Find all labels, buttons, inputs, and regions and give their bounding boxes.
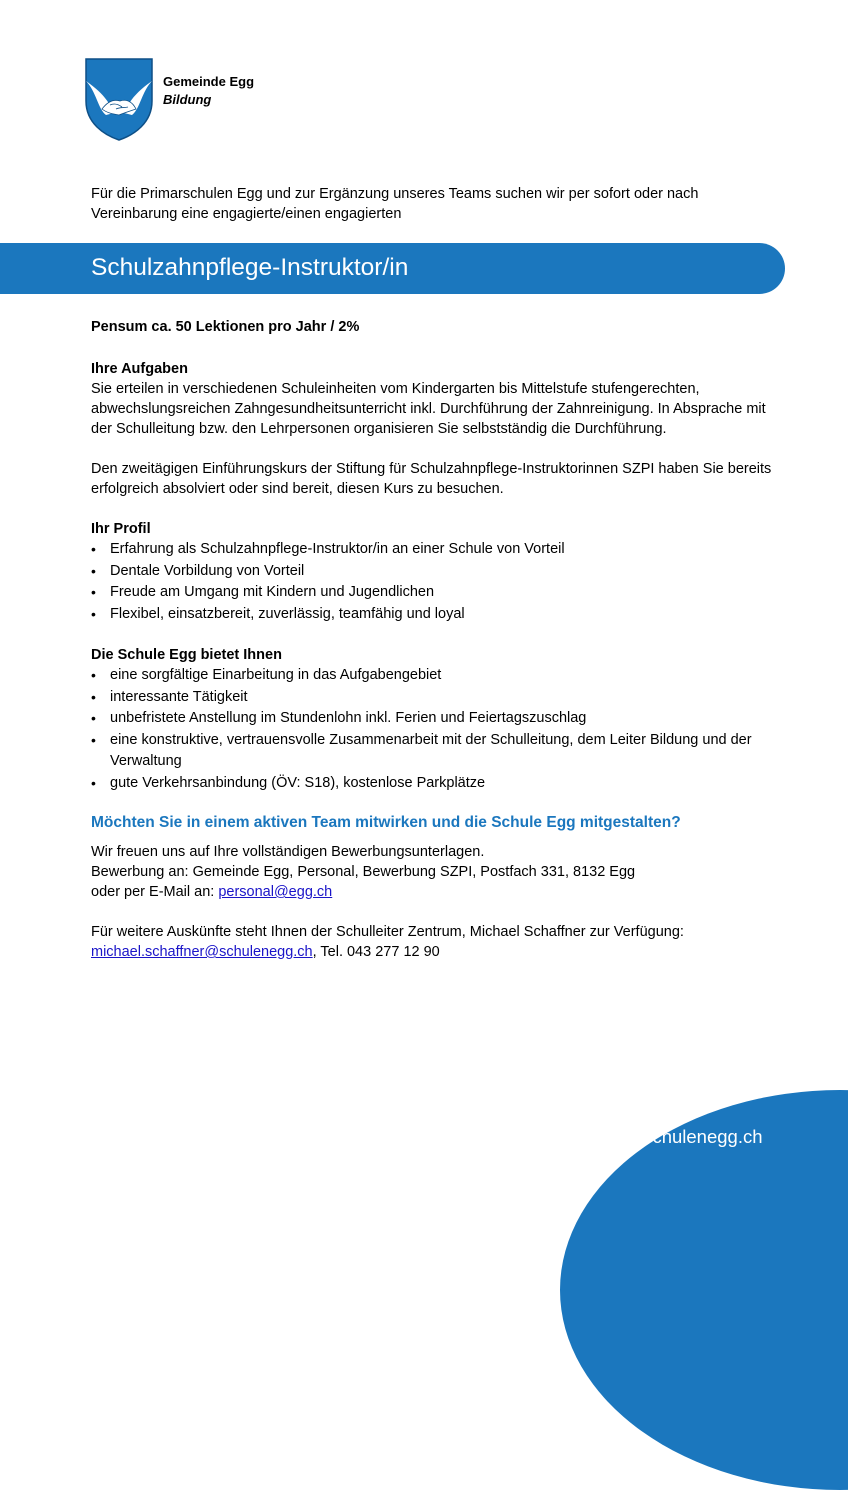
pensum-line: Pensum ca. 50 Lektionen pro Jahr / 2% bbox=[91, 319, 360, 335]
intro-text: Für die Primarschulen Egg und zur Ergänzung unseres Teams suchen wir per sofort oder nach Vereinbarung eine engagierte/einen engagierten bbox=[91, 186, 699, 222]
footer-website[interactable]: www.schulenegg.ch bbox=[599, 1126, 763, 1147]
bewerbung-line-3 bbox=[91, 882, 781, 902]
phone-number: , Tel. 043 277 12 90 bbox=[312, 944, 440, 960]
list-item: • eine konstruktive, vertrauensvolle Zusammenarbeit mit der Schulleitung, dem Leiter Bildung und der Verwaltung bbox=[91, 730, 781, 773]
coat-of-arms-handshake-icon bbox=[84, 57, 154, 141]
schulleiter-email-link[interactable]: michael.schaffner@schulenegg.ch bbox=[91, 944, 313, 960]
footer-arc bbox=[560, 1090, 848, 1490]
department-name: Bildung bbox=[163, 92, 212, 107]
angebot-list bbox=[91, 665, 781, 794]
bewerbung-line-1: Wir freuen uns auf Ihre vollständigen Bewerbungsunterlagen. bbox=[91, 844, 485, 860]
list-item: • Dentale Vorbildung von Vorteil bbox=[91, 561, 781, 583]
list-item: • gute Verkehrsanbindung (ÖV: S18), kostenlose Parkplätze bbox=[91, 773, 781, 795]
personal-email-link[interactable]: personal@egg.ch bbox=[218, 884, 333, 900]
list-item: • Freude am Umgang mit Kindern und Jugendlichen bbox=[91, 582, 781, 604]
list-item: • unbefristete Anstellung im Stundenlohn inkl. Ferien und Feiertagszuschlag bbox=[91, 708, 781, 730]
email-prefix: oder per E-Mail an: bbox=[91, 884, 219, 900]
list-item: • Flexibel, einsatzbereit, zuverlässig, teamfähig und loyal bbox=[91, 604, 781, 626]
profil-heading: Ihr Profil bbox=[91, 521, 151, 537]
auskunft-line-2 bbox=[91, 942, 781, 962]
list-item: • interessante Tätigkeit bbox=[91, 687, 781, 709]
aufgaben-paragraph-1: Sie erteilen in verschiedenen Schuleinheiten vom Kindergarten bis Mittelstufe stufengerechten, abwechslungsreichen Zahngesundheitsunterricht inkl. Durchführung der Zahnreinigung. In Absprache mit der Schulleitung bzw. den Lehrpersonen organisieren Sie selbstständig die Durchführung. bbox=[91, 381, 766, 437]
job-content bbox=[91, 317, 781, 962]
profil-list bbox=[91, 539, 781, 625]
aufgaben-heading: Ihre Aufgaben bbox=[91, 361, 188, 377]
list-item: • eine sorgfältige Einarbeitung in das Aufgabengebiet bbox=[91, 665, 781, 687]
angebot-heading: Die Schule Egg bietet Ihnen bbox=[91, 647, 282, 663]
call-to-action: Möchten Sie in einem aktiven Team mitwirken und die Schule Egg mitgestalten? bbox=[91, 814, 681, 831]
aufgaben-paragraph-2: Den zweitägigen Einführungskurs der Stiftung für Schulzahnpflege-Instruktorinnen SZPI haben Sie bereits erfolgreich absolviert oder sind bereit, diesen Kurs zu besuchen. bbox=[91, 461, 772, 497]
job-title: Schulzahnpflege-Instruktor/in bbox=[91, 254, 409, 281]
organization-header bbox=[163, 73, 254, 109]
bewerbung-line-2: Bewerbung an: Gemeinde Egg, Personal, Bewerbung SZPI, Postfach 331, 8132 Egg bbox=[91, 864, 636, 880]
auskunft-line-1: Für weitere Auskünfte steht Ihnen der Schulleiter Zentrum, Michael Schaffner zur Verfügung: bbox=[91, 924, 684, 940]
org-name: Gemeinde Egg bbox=[163, 74, 255, 89]
list-item: • Erfahrung als Schulzahnpflege-Instruktor/in an einer Schule von Vorteil bbox=[91, 539, 781, 561]
